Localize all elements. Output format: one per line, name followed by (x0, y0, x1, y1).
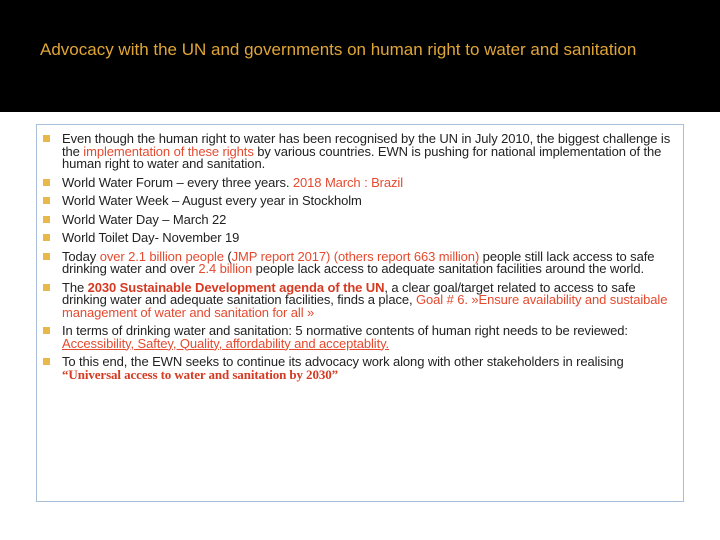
square-bullet-icon (43, 197, 50, 204)
bullet-item-sdg-agenda (43, 279, 673, 320)
highlight-text: implementation of these rights (83, 143, 254, 159)
highlight-text: 2030 Sustainable Development agenda of the UN (87, 279, 385, 295)
text: World Water Day – March 22 (62, 211, 227, 227)
text: by various countries. EWN is pushing for national implementation of the human right to water and sanitation. (62, 143, 662, 171)
text: Even though the human right to water has been recognised by the UN in July 2010, the biggest challenge is the (62, 131, 671, 159)
highlight-text: 2.4 billion (198, 261, 253, 276)
text: , a clear goal/target related to access to safe drinking water and adequate sanitation facilities, finds a place, (62, 279, 636, 307)
square-bullet-icon (43, 253, 50, 260)
text: In terms of drinking water and sanitation: 5 normative contents of human right needs to be reviewed: (62, 323, 628, 338)
bullet-item-access-statistics (43, 248, 673, 276)
slide-title: Advocacy with the UN and governments on human right to water and sanitation (40, 40, 637, 59)
bullet-item-un-recognition (43, 133, 673, 171)
square-bullet-icon (43, 234, 50, 241)
square-bullet-icon (43, 327, 50, 334)
highlight-text: 2018 March : Brazil (292, 174, 403, 190)
bullet-item-normative-contents (43, 325, 673, 350)
highlight-text: Accessibility, Saftey, Quality, affordability and acceptablity. (62, 335, 390, 351)
text: World Water Week – August every year in Stockholm (62, 193, 362, 208)
square-bullet-icon (43, 216, 50, 223)
highlight-text: over 2.1 billion people (99, 248, 224, 264)
bullet-item-world-water-week (43, 195, 673, 208)
text: people still lack access to safe drinking water and over (62, 248, 655, 276)
square-bullet-icon (43, 135, 50, 142)
bullet-item-world-water-day (43, 211, 673, 227)
highlight-text: JMP report 2017) (others report 663 million) (231, 248, 480, 264)
bullet-item-world-toilet-day (43, 232, 673, 245)
text: people lack access to adequate sanitation facilities around the world. (252, 261, 644, 276)
text: To this end, the EWN seeks to continue its advocacy work along with other stakeholders in realising (62, 354, 624, 369)
text: World Toilet Day- November 19 (62, 230, 240, 245)
square-bullet-icon (43, 284, 50, 291)
bullet-item-universal-access (43, 356, 673, 381)
text: World Water Forum – every three years. (62, 174, 293, 190)
highlight-text: Goal # 6. »Ensure availability and sustaibale management of water and sanitation for all » (62, 292, 668, 320)
square-bullet-icon (43, 358, 50, 365)
highlight-text: “Universal access to water and sanitation by 2030” (62, 366, 339, 382)
text: Today (62, 248, 100, 264)
bullet-item-world-water-forum (43, 174, 673, 190)
slide-header (0, 0, 720, 112)
text: The (62, 279, 88, 295)
bullet-list (43, 133, 673, 381)
content-box (36, 124, 684, 502)
square-bullet-icon (43, 179, 50, 186)
text: ( (223, 248, 232, 264)
